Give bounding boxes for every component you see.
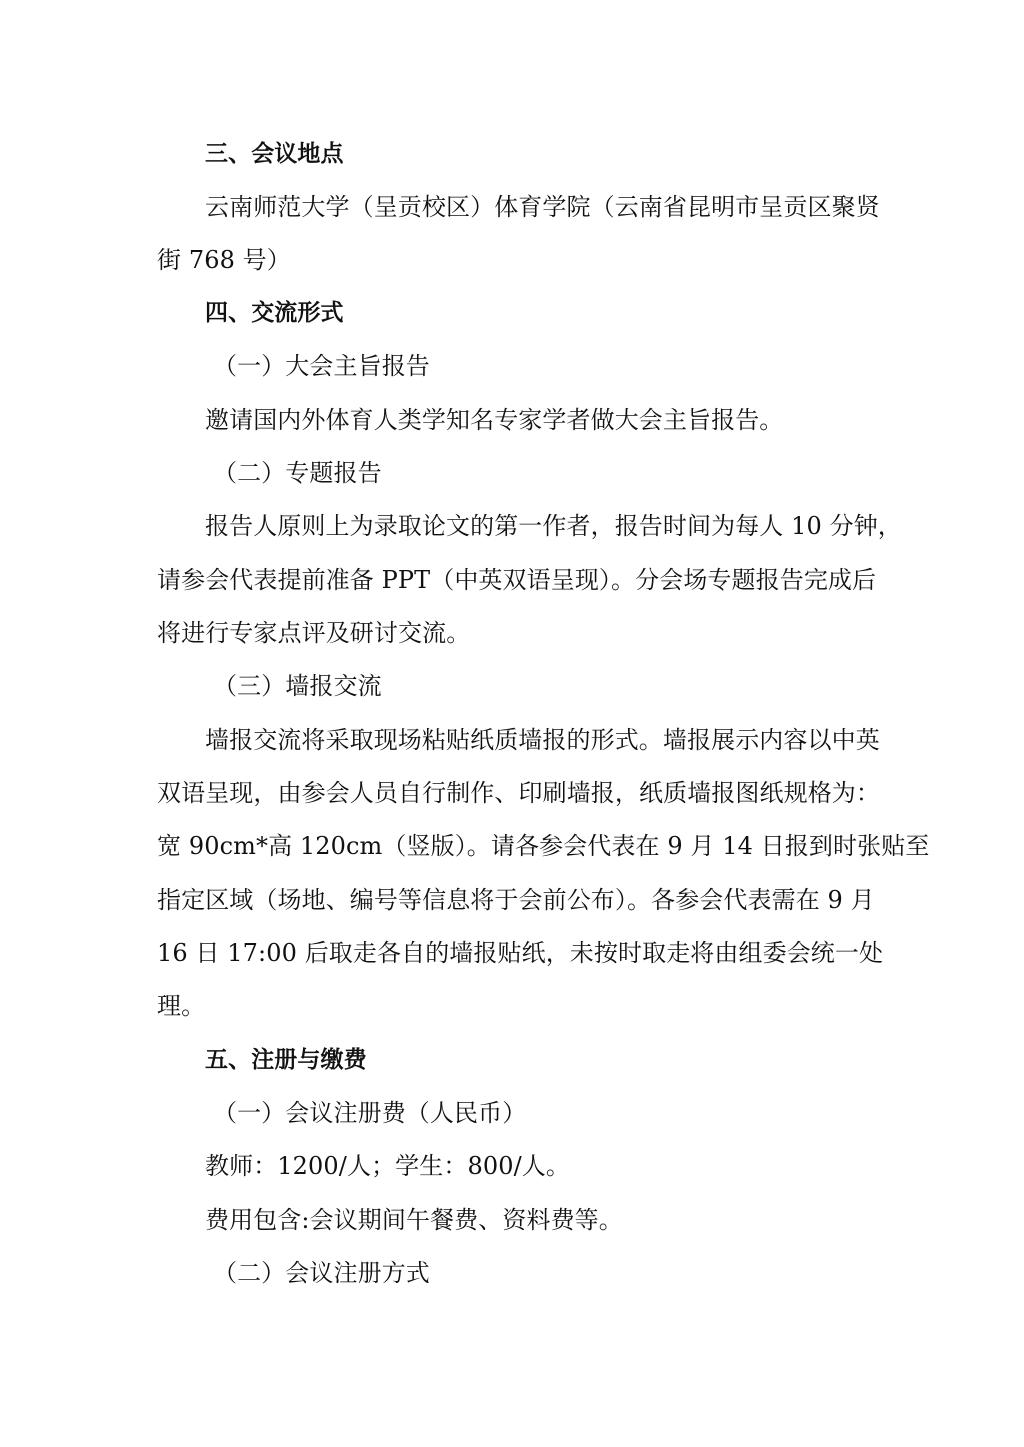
poster-line-6: 理。 xyxy=(157,992,206,1020)
poster-line-3: 宽 90cm*高 120cm（竖版）。请各参会代表在 9 月 14 日报到时张贴至 xyxy=(157,832,930,860)
poster-line-2: 双语呈现，由参会人员自行制作、印刷墙报，纸质墙报图纸规格为： xyxy=(157,779,880,807)
heading-exchange-format: 四、交流形式 xyxy=(205,300,344,326)
topic-report-line-1: 报告人原则上为录取论文的第一作者，报告时间为每人 10 分钟， xyxy=(205,512,902,540)
fee-includes-line: 费用包含:会议期间午餐费、资料费等。 xyxy=(205,1206,623,1234)
subheading-keynote: （一）大会主旨报告 xyxy=(213,352,430,380)
poster-line-5: 16 日 17:00 后取走各自的墙报贴纸，未按时取走将由组委会统一处 xyxy=(157,939,884,967)
heading-registration: 五、注册与缴费 xyxy=(205,1047,367,1073)
topic-report-line-2: 请参会代表提前准备 PPT（中英双语呈现）。分会场专题报告完成后 xyxy=(157,566,877,594)
topic-report-line-3: 将进行专家点评及研讨交流。 xyxy=(157,619,471,647)
poster-line-4: 指定区域（场地、编号等信息将于会前公布）。各参会代表需在 9 月 xyxy=(157,886,875,914)
venue-line-1: 云南师范大学（呈贡校区）体育学院（云南省昆明市呈贡区聚贤 xyxy=(205,193,880,221)
venue-line-2: 街 768 号） xyxy=(157,246,291,274)
subheading-registration-method: （二）会议注册方式 xyxy=(213,1259,430,1287)
keynote-text: 邀请国内外体育人类学知名专家学者做大会主旨报告。 xyxy=(205,406,784,434)
subheading-registration-fee: （一）会议注册费（人民币） xyxy=(213,1099,527,1127)
heading-venue: 三、会议地点 xyxy=(205,141,344,167)
subheading-topic-report: （二）专题报告 xyxy=(213,459,382,487)
poster-line-1: 墙报交流将采取现场粘贴纸质墙报的形式。墙报展示内容以中英 xyxy=(205,726,880,754)
subheading-poster: （三）墙报交流 xyxy=(213,672,382,700)
fee-line: 教师：1200/人；学生：800/人。 xyxy=(205,1152,570,1180)
